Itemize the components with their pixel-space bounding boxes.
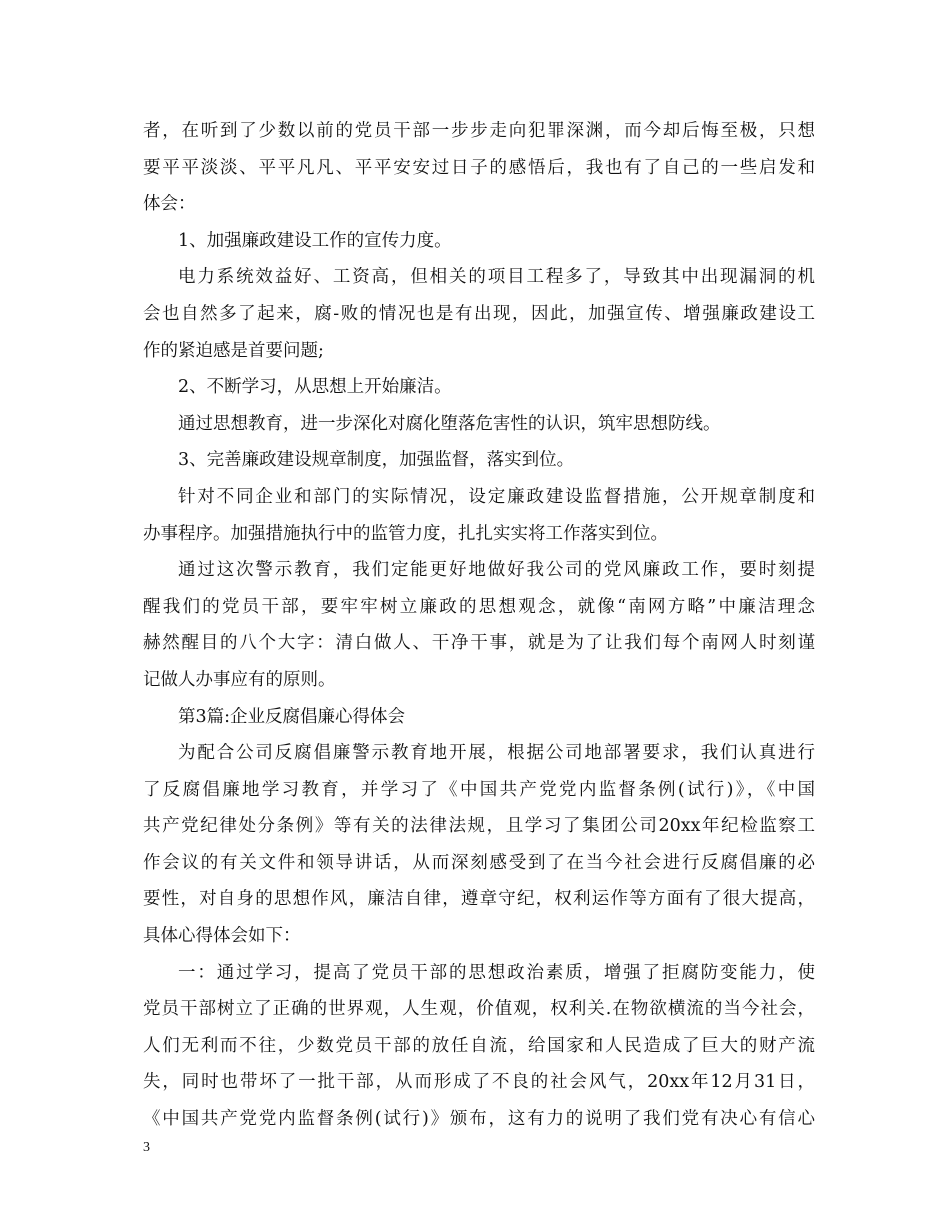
text-line: 1、加强廉政建设工作的宣传力度。	[178, 230, 452, 251]
text-line: 记做人办事应有的原则。	[143, 669, 336, 690]
text-line: 醒我们的党员干部，要牢牢树立廉政的思想观念，就像“南网方略”中廉洁理念	[143, 596, 815, 617]
text-line: 具体心得体会如下：	[143, 926, 301, 947]
text-line: 通过思想教育，进一步深化对腐化堕落危害性的认识，筑牢思想防线。	[178, 413, 721, 434]
text-line: 电力系统效益好、工资高，但相关的项目工程多了，导致其中出现漏洞的机	[178, 267, 815, 288]
text-line: 第3篇:企业反腐倡廉心得体会	[178, 706, 406, 727]
text-line: 作的紧迫感是首要问题;	[143, 340, 324, 361]
text-line: 失，同时也带坏了一批干部，从而形成了不良的社会风气，20xx年12月31日，	[143, 1072, 815, 1093]
text-line: 要性，对自身的思想作风，廉洁自律，遵章守纪，权利运作等方面有了很大提高，	[143, 889, 815, 910]
text-line: 会也自然多了起来，腐-败的情况也是有出现，因此，加强宣传、增强廉政建设工	[143, 303, 815, 324]
text-line: 办事程序。加强措施执行中的监管力度，扎扎实实将工作落实到位。	[143, 523, 668, 544]
text-line: 人们无利而不往，少数党员干部的放任自流，给国家和人民造成了巨大的财产流	[143, 1035, 815, 1056]
text-line: 共产党纪律处分条例》等有关的法律法规，且学习了集团公司20xx年纪检监察工	[143, 816, 815, 837]
text-line: 要平平淡淡、平平凡凡、平平安安过日子的感悟后，我也有了自己的一些启发和	[143, 157, 815, 178]
text-line: 了反腐倡廉地学习教育，并学习了《中国共产党党内监督条例(试行)》，《中国	[143, 779, 815, 800]
text-line: 2、不断学习，从思想上开始廉洁。	[178, 377, 452, 398]
text-line: 《中国共产党党内监督条例(试行)》颁布，这有力的说明了我们党有决心有信心	[143, 1109, 815, 1130]
text-line: 针对不同企业和部门的实际情况，设定廉政建设监督措施，公开规章制度和	[178, 486, 815, 507]
text-line: 者，在听到了少数以前的党员干部一步步走向犯罪深渊，而今却后悔至极，只想	[143, 121, 815, 141]
text-line: 作会议的有关文件和领导讲话，从而深刻感受到了在当今社会进行反腐倡廉的必	[143, 852, 815, 873]
document-body	[143, 113, 815, 1138]
text-line: 党员干部树立了正确的世界观，人生观，价值观，权利关.在物欲横流的当今社会，	[143, 999, 815, 1020]
text-line: 一：通过学习，提高了党员干部的思想政治素质，增强了拒腐防变能力，使	[178, 962, 815, 983]
text-line: 赫然醒目的八个大字：清白做人、干净干事，就是为了让我们每个南网人时刻谨	[143, 633, 815, 654]
text-line: 通过这次警示教育，我们定能更好地做好我公司的党风廉政工作，要时刻提	[178, 560, 815, 581]
text-line: 3、完善廉政建设规章制度，加强监督，落实到位。	[178, 450, 575, 471]
text-line: 为配合公司反腐倡廉警示教育地开展，根据公司地部署要求，我们认真进行	[178, 743, 815, 764]
text-line: 体会：	[143, 194, 196, 215]
page-number: 3	[143, 1140, 150, 1155]
